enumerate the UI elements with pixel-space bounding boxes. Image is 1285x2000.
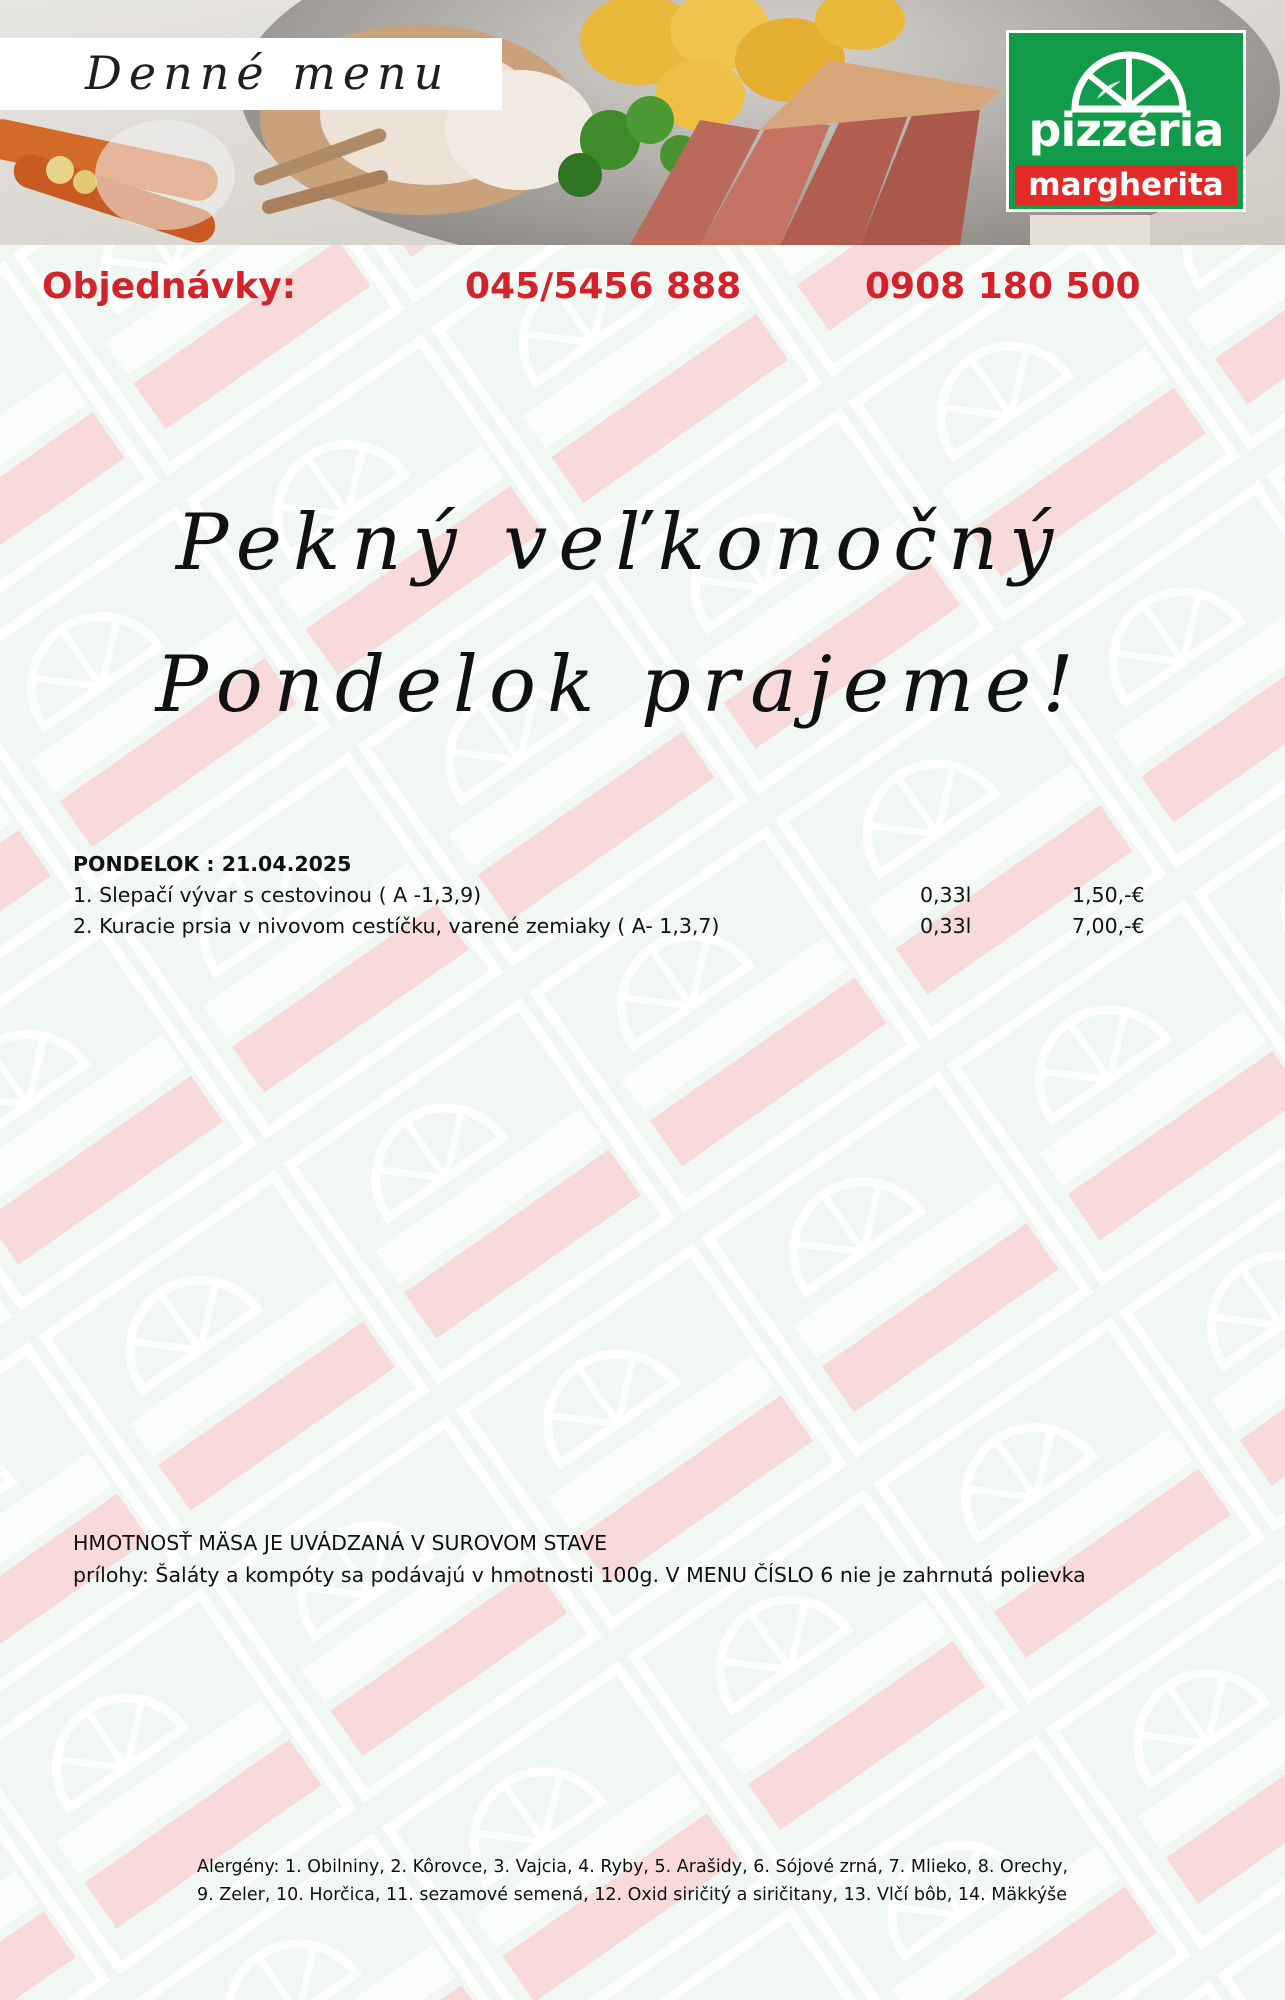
menu-title: Denné menu (85, 46, 451, 100)
menu-title-tag (0, 38, 502, 110)
allergen-list (197, 1853, 1068, 1909)
menu-item-name: 1. Slepačí vývar s cestovinou ( A -1,3,9) (73, 883, 482, 907)
menu-item-volume: 0,33l (920, 914, 972, 938)
menu-item (73, 883, 1173, 914)
greeting-line-2: Pondelok prajeme! (155, 640, 1085, 730)
orders-label: Objednávky: (42, 266, 297, 307)
logo-text-margherita: margherita (1015, 165, 1237, 205)
greeting-line-1: Pekný veľkonočný (175, 498, 1065, 588)
phone-number-mobile[interactable]: 0908 180 500 (865, 266, 1141, 307)
logo-text-pizzeria: pizzéria (1028, 103, 1224, 157)
allergen-line-2: 9. Zeler, 10. Horčica, 11. sezamové semená, 12. Oxid siričitý a siričitany, 13. Vlčí bôb, 14. Mäkkýše (197, 1885, 1068, 1905)
menu-item-price: 7,00,-€ (1072, 914, 1145, 938)
menu-item-price: 1,50,-€ (1072, 883, 1145, 907)
menu-notes (73, 1527, 1086, 1591)
menu-item-name: 2. Kuracie prsia v nivovom cestíčku, varené zemiaky ( A- 1,3,7) (73, 914, 720, 938)
phone-number-landline[interactable]: 045/5456 888 (465, 266, 742, 307)
allergen-line-1: Alergény: 1. Obilniny, 2. Kôrovce, 3. Vajcia, 4. Ryby, 5. Arašidy, 6. Sójové zrná, 7. Mlieko, 8. Orechy, (197, 1857, 1069, 1877)
menu-day-heading: PONDELOK : 21.04.2025 (73, 852, 352, 876)
side-dish-note: prílohy: Šaláty a kompóty sa podávajú v hmotnosti 100g. V MENU ČÍSLO 6 nie je zahrnutá polievka (73, 1563, 1086, 1587)
pizzeria-logo (1006, 30, 1246, 212)
menu-item (73, 914, 1173, 945)
menu-item-volume: 0,33l (920, 883, 972, 907)
daily-menu (73, 852, 1173, 945)
meat-weight-note: HMOTNOSŤ MÄSA JE UVÁDZANÁ V SUROVOM STAVE (73, 1531, 608, 1555)
